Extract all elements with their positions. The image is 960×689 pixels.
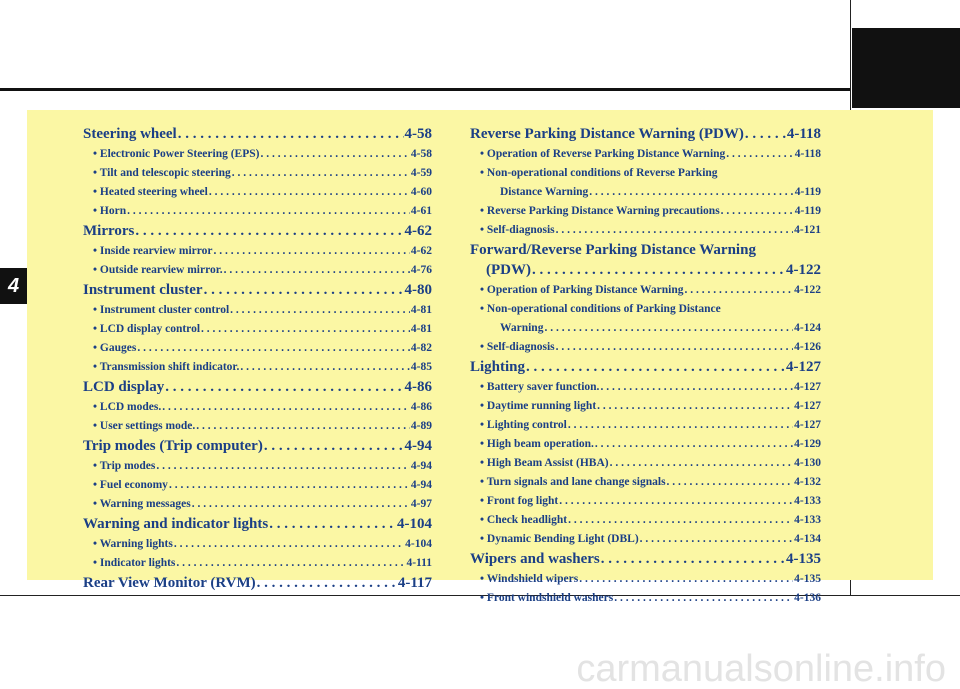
- toc-entry-page: 4-122: [786, 262, 821, 278]
- toc-entry-title: • Front windshield washers: [480, 592, 614, 604]
- toc-entry-page: 4-134: [794, 533, 821, 545]
- toc-leader-dots: [169, 476, 410, 495]
- toc-entry-title: • Inside rearview mirror: [93, 245, 213, 257]
- toc-leader-dots: [137, 339, 410, 358]
- toc-entry-title: • Indicator lights: [93, 557, 176, 569]
- toc-entry-title: Trip modes (Trip computer): [83, 438, 263, 454]
- toc-entry-title: • Warning messages: [93, 498, 191, 510]
- toc-leader-dots: [176, 554, 405, 573]
- toc-sub-entry[interactable]: [470, 183, 821, 202]
- toc-sub-entry[interactable]: [83, 535, 432, 554]
- toc-entry-page: 4-104: [397, 516, 432, 532]
- toc-sub-entry[interactable]: [83, 358, 432, 377]
- toc-leader-dots: [165, 377, 403, 398]
- toc-leader-dots: [614, 589, 793, 608]
- toc-sub-entry[interactable]: [83, 242, 432, 261]
- toc-entry-page: 4-94: [410, 479, 432, 491]
- toc-entry-title: • Gauges: [93, 342, 137, 354]
- toc-entry-title: LCD display: [83, 379, 165, 395]
- toc-entry-title: • Operation of Reverse Parking Distance Warning: [480, 148, 726, 160]
- toc-entry-page: 4-86: [410, 401, 432, 413]
- corner-block: [852, 28, 960, 108]
- toc-entry-title: Rear View Monitor (RVM): [83, 575, 256, 591]
- toc-entry-title: • Warning lights: [93, 538, 173, 550]
- toc-leader-dots: [640, 530, 793, 549]
- toc-entry-page: 4-82: [410, 342, 432, 354]
- toc-entry-title: • Battery saver function.: [480, 381, 600, 393]
- toc-entry-title: Mirrors: [83, 223, 135, 239]
- toc-entry-title: • LCD modes.: [93, 401, 162, 413]
- toc-entry-title: Reverse Parking Distance Warning (PDW): [470, 126, 744, 142]
- toc-entry-title: • Instrument cluster control: [93, 304, 230, 316]
- toc-sub-entry[interactable]: [470, 492, 821, 511]
- toc-entry-title: • Transmission shift indicator.: [93, 361, 240, 373]
- toc-entry-title: • High Beam Assist (HBA): [480, 457, 609, 469]
- toc-sub-entry[interactable]: [83, 164, 432, 183]
- chapter-tab: 4: [0, 268, 27, 304]
- toc-sub-entry[interactable]: [470, 145, 821, 164]
- toc-sub-entry[interactable]: [83, 301, 432, 320]
- toc-sub-entry[interactable]: [470, 454, 821, 473]
- toc-entry-title: • Front fog light: [480, 495, 559, 507]
- toc-entry-title: • Check headlight: [480, 514, 568, 526]
- watermark: carmanualsonline.info: [576, 650, 946, 689]
- toc-entry-page: 4-119: [794, 186, 821, 198]
- toc-leader-dots: [597, 397, 793, 416]
- toc-sub-entry[interactable]: [83, 476, 432, 495]
- toc-sub-entry[interactable]: [470, 473, 821, 492]
- toc-sub-entry-line1[interactable]: • Non-operational conditions of Reverse Parking: [480, 167, 718, 179]
- toc-entry-title: • Turn signals and lane change signals: [480, 476, 666, 488]
- toc-leader-dots: [667, 473, 794, 492]
- toc-entry-title: Distance Warning: [500, 186, 589, 198]
- toc-leader-dots: [162, 398, 410, 417]
- toc-entry-title: • High beam operation.: [480, 438, 594, 450]
- toc-entry-title: • Outside rearview mirror.: [93, 264, 223, 276]
- toc-sub-entry[interactable]: [470, 416, 821, 435]
- toc-entry-page: 4-81: [410, 304, 432, 316]
- toc-section-entry[interactable]: [470, 549, 821, 570]
- toc-section-entry[interactable]: [83, 436, 432, 457]
- toc-leader-dots: [192, 495, 410, 514]
- toc-leader-dots: [601, 549, 785, 570]
- top-rule: [0, 88, 850, 91]
- toc-section-entry-line1[interactable]: Forward/Reverse Parking Distance Warning: [470, 242, 756, 258]
- toc-sub-entry[interactable]: [83, 339, 432, 358]
- toc-leader-dots: [178, 124, 404, 145]
- toc-leader-dots: [568, 511, 793, 530]
- toc-entry-page: 4-89: [410, 420, 432, 432]
- toc-entry-page: 4-58: [404, 126, 432, 142]
- toc-leader-dots: [240, 358, 410, 377]
- toc-entry-title: • Dynamic Bending Light (DBL): [480, 533, 639, 545]
- toc-entry-page: 4-76: [410, 264, 432, 276]
- toc-entry-page: 4-62: [404, 223, 432, 239]
- toc-sub-entry[interactable]: [83, 495, 432, 514]
- toc-entry-page: 4-133: [794, 514, 821, 526]
- toc-entry-title: • Electronic Power Steering (EPS): [93, 148, 260, 160]
- toc-entry-title: Instrument cluster: [83, 282, 203, 298]
- toc-sub-entry[interactable]: [470, 319, 821, 338]
- toc-entry-title: • Reverse Parking Distance Warning precautions: [480, 205, 720, 217]
- toc-leader-dots: [232, 164, 410, 183]
- toc-entry-page: 4-94: [410, 460, 432, 472]
- toc-leader-dots: [201, 320, 410, 339]
- toc-entry-page: 4-127: [794, 381, 821, 393]
- toc-sub-entry-line1[interactable]: • Non-operational conditions of Parking Distance: [480, 303, 721, 315]
- toc-section-entry[interactable]: [83, 221, 432, 242]
- toc-entry-page: 4-86: [404, 379, 432, 395]
- toc-entry-title: • Self-diagnosis: [480, 341, 555, 353]
- toc-entry-page: 4-124: [794, 322, 821, 334]
- toc-leader-dots: [214, 242, 410, 261]
- toc-sub-entry[interactable]: [470, 570, 821, 589]
- toc-section-entry[interactable]: [83, 377, 432, 398]
- toc-leader-dots: [224, 261, 410, 280]
- toc-entry-page: 4-122: [794, 284, 821, 296]
- toc-section-entry[interactable]: [83, 124, 432, 145]
- toc-entry-page: 4-104: [405, 538, 432, 550]
- toc-leader-dots: [204, 280, 404, 301]
- toc-entry-page: 4-127: [794, 400, 821, 412]
- toc-sub-entry[interactable]: [470, 378, 821, 397]
- toc-leader-dots: [196, 417, 410, 436]
- toc-right-column: [470, 124, 821, 608]
- toc-section-entry[interactable]: [470, 124, 821, 145]
- toc-sub-entry[interactable]: [470, 530, 821, 549]
- toc-entry-page: 4-135: [786, 551, 821, 567]
- toc-entry-title: Steering wheel: [83, 126, 177, 142]
- toc-entry-title: • Daytime running light: [480, 400, 597, 412]
- toc-leader-dots: [526, 357, 785, 378]
- toc-entry-title: Lighting: [470, 359, 526, 375]
- toc-sub-entry[interactable]: [83, 202, 432, 221]
- toc-entry-title: • Operation of Parking Distance Warning: [480, 284, 684, 296]
- toc-leader-dots: [230, 301, 410, 320]
- toc-leader-dots: [156, 457, 410, 476]
- toc-section-entry[interactable]: [470, 260, 821, 281]
- toc-sub-entry[interactable]: [470, 202, 821, 221]
- toc-leader-dots: [264, 436, 404, 457]
- toc-leader-dots: [610, 454, 794, 473]
- toc-leader-dots: [260, 145, 409, 164]
- toc-entry-title: Wipers and washers: [470, 551, 600, 567]
- toc-entry-page: 4-126: [794, 341, 821, 353]
- toc-entry-page: 4-136: [794, 592, 821, 604]
- toc-sub-entry[interactable]: [83, 145, 432, 164]
- toc-entry-page: 4-62: [410, 245, 432, 257]
- toc-sub-entry[interactable]: [83, 457, 432, 476]
- toc-entry-title: • Self-diagnosis: [480, 224, 555, 236]
- toc-leader-dots: [209, 183, 410, 202]
- toc-entry-title: • Trip modes: [93, 460, 156, 472]
- toc-section-entry[interactable]: [83, 514, 432, 535]
- toc-entry-page: 4-127: [786, 359, 821, 375]
- toc-leader-dots: [269, 514, 396, 535]
- toc-entry-page: 4-59: [410, 167, 432, 179]
- toc-entry-title: • Horn: [93, 205, 127, 217]
- toc-entry-page: 4-61: [410, 205, 432, 217]
- toc-left-column: [83, 124, 432, 594]
- toc-leader-dots: [135, 221, 403, 242]
- toc-section-entry[interactable]: [83, 280, 432, 301]
- toc-entry-page: 4-85: [410, 361, 432, 373]
- toc-leader-dots: [127, 202, 410, 221]
- toc-entry-page: 4-60: [410, 186, 432, 198]
- toc-entry-title: Warning and indicator lights: [83, 516, 269, 532]
- toc-entry-page: 4-119: [794, 205, 821, 217]
- toc-entry-title: • Tilt and telescopic steering: [93, 167, 231, 179]
- toc-entry-page: 4-133: [794, 495, 821, 507]
- toc-entry-page: 4-129: [794, 438, 821, 450]
- toc-leader-dots: [174, 535, 404, 554]
- toc-entry-page: 4-118: [786, 126, 821, 142]
- toc-sub-entry[interactable]: [470, 511, 821, 530]
- toc-sub-entry[interactable]: [83, 398, 432, 417]
- toc-entry-page: 4-132: [794, 476, 821, 488]
- toc-sub-entry[interactable]: [470, 397, 821, 416]
- toc-entry-page: 4-118: [794, 148, 821, 160]
- toc-entry-title: • Heated steering wheel: [93, 186, 208, 198]
- toc-sub-entry[interactable]: [470, 338, 821, 357]
- toc-entry-title: • User settings mode.: [93, 420, 196, 432]
- toc-sub-entry[interactable]: [83, 320, 432, 339]
- toc-sub-entry[interactable]: [470, 221, 821, 240]
- toc-entry-page: 4-130: [794, 457, 821, 469]
- toc-sub-entry[interactable]: [470, 281, 821, 300]
- toc-sub-entry[interactable]: [83, 183, 432, 202]
- toc-entry-page: 4-97: [410, 498, 432, 510]
- toc-sub-entry[interactable]: [83, 261, 432, 280]
- toc-entry-title: • Lighting control: [480, 419, 567, 431]
- toc-leader-dots: [568, 416, 793, 435]
- toc-sub-entry[interactable]: [470, 435, 821, 454]
- toc-leader-dots: [600, 378, 793, 397]
- toc-entry-page: 4-135: [794, 573, 821, 585]
- toc-entry-page: 4-81: [410, 323, 432, 335]
- toc-leader-dots: [595, 435, 793, 454]
- toc-entry-page: 4-111: [406, 557, 432, 569]
- toc-entry-title: • Fuel economy: [93, 479, 168, 491]
- toc-entry-page: 4-58: [410, 148, 432, 160]
- toc-lighting-group: [470, 357, 821, 608]
- toc-entry-title: • LCD display control: [93, 323, 201, 335]
- toc-section-entry[interactable]: [83, 573, 432, 594]
- toc-sub-entry[interactable]: [83, 554, 432, 573]
- toc-sub-entry[interactable]: [470, 589, 821, 608]
- toc-entry-page: 4-94: [404, 438, 432, 454]
- toc-entry-page: 4-80: [404, 282, 432, 298]
- toc-section-entry[interactable]: [470, 357, 821, 378]
- toc-entry-title: Warning: [500, 322, 544, 334]
- toc-leader-dots: [257, 573, 397, 594]
- toc-sub-entry[interactable]: [83, 417, 432, 436]
- toc-entry-title: • Windshield wipers: [480, 573, 579, 585]
- toc-entry-page: 4-121: [794, 224, 821, 236]
- toc-entry-title: (PDW): [486, 262, 531, 278]
- toc-leader-dots: [579, 570, 793, 589]
- toc-leader-dots: [559, 492, 793, 511]
- toc-entry-page: 4-127: [794, 419, 821, 431]
- toc-entry-page: 4-117: [397, 575, 432, 591]
